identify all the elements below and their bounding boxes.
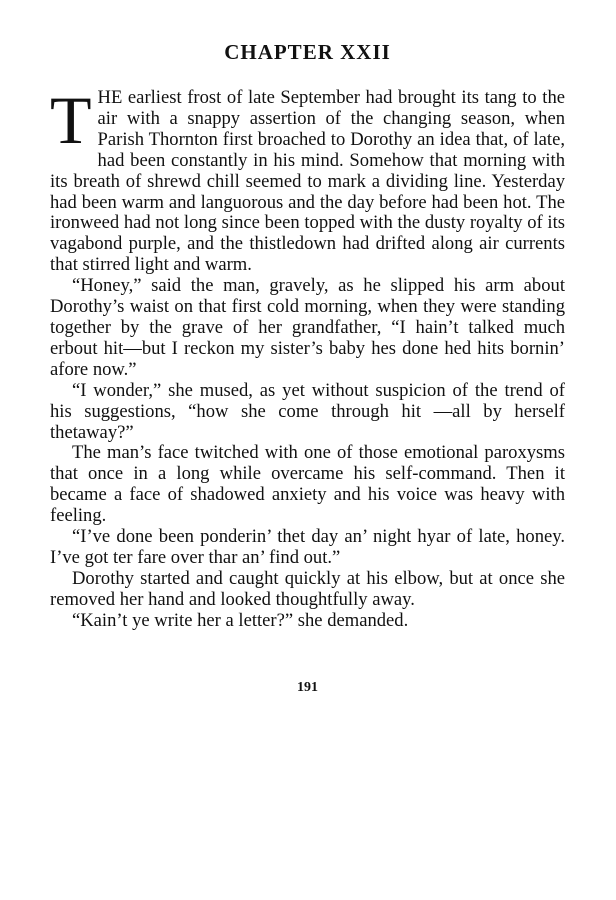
book-page: [50, 40, 565, 695]
paragraph-1-text: HE earliest frost of late September had brought its tang to the air with a snappy assertion of the changing season, when Parish Thornton first broached to Dorothy an idea that, of late, had been constantly in his mind. Somehow that morning with its breath of shrewd chill seemed to mark a dividing line. Yesterday had been warm and languorous and the day before had been hot. The ironweed had not long since been topped with the dusty royalty of its vagabond purple, and the thistledown had drifted along air currents that stirred light and warm.: [50, 87, 565, 276]
chapter-title: CHAPTER XXII: [224, 40, 391, 64]
paragraph-1: [50, 82, 565, 276]
drop-cap-letter: T: [50, 82, 92, 158]
paragraph-3: “I wonder,” she mused, as yet without suspicion of the trend of his suggestions, “how she come through hit —all by herself thetaway?”: [50, 379, 565, 443]
paragraph-7: “Kain’t ye write her a letter?” she demanded.: [72, 609, 409, 631]
paragraph-2: “Honey,” said the man, gravely, as he slipped his arm about Dorothy’s waist on that first cold morning, when they were standing together by the grave of her grandfather, “I hain’t talked much erbout hit—but I reckon my sister’s baby hes done hed hits bornin’ afore now.”: [50, 275, 565, 380]
page-number: 191: [297, 680, 318, 695]
paragraph-4: The man’s face twitched with one of those emotional paroxysms that once in a long while overcame his self-command. Then it became a face of shadowed anxiety and his voice was heavy with feeling.: [50, 442, 565, 527]
paragraph-5: “I’ve done been ponderin’ thet day an’ night hyar of late, honey. I’ve got ter fare over thar an’ find out.”: [50, 526, 565, 568]
paragraph-6: Dorothy started and caught quickly at his elbow, but at once she removed her hand and looked thoughtfully away.: [50, 567, 565, 610]
